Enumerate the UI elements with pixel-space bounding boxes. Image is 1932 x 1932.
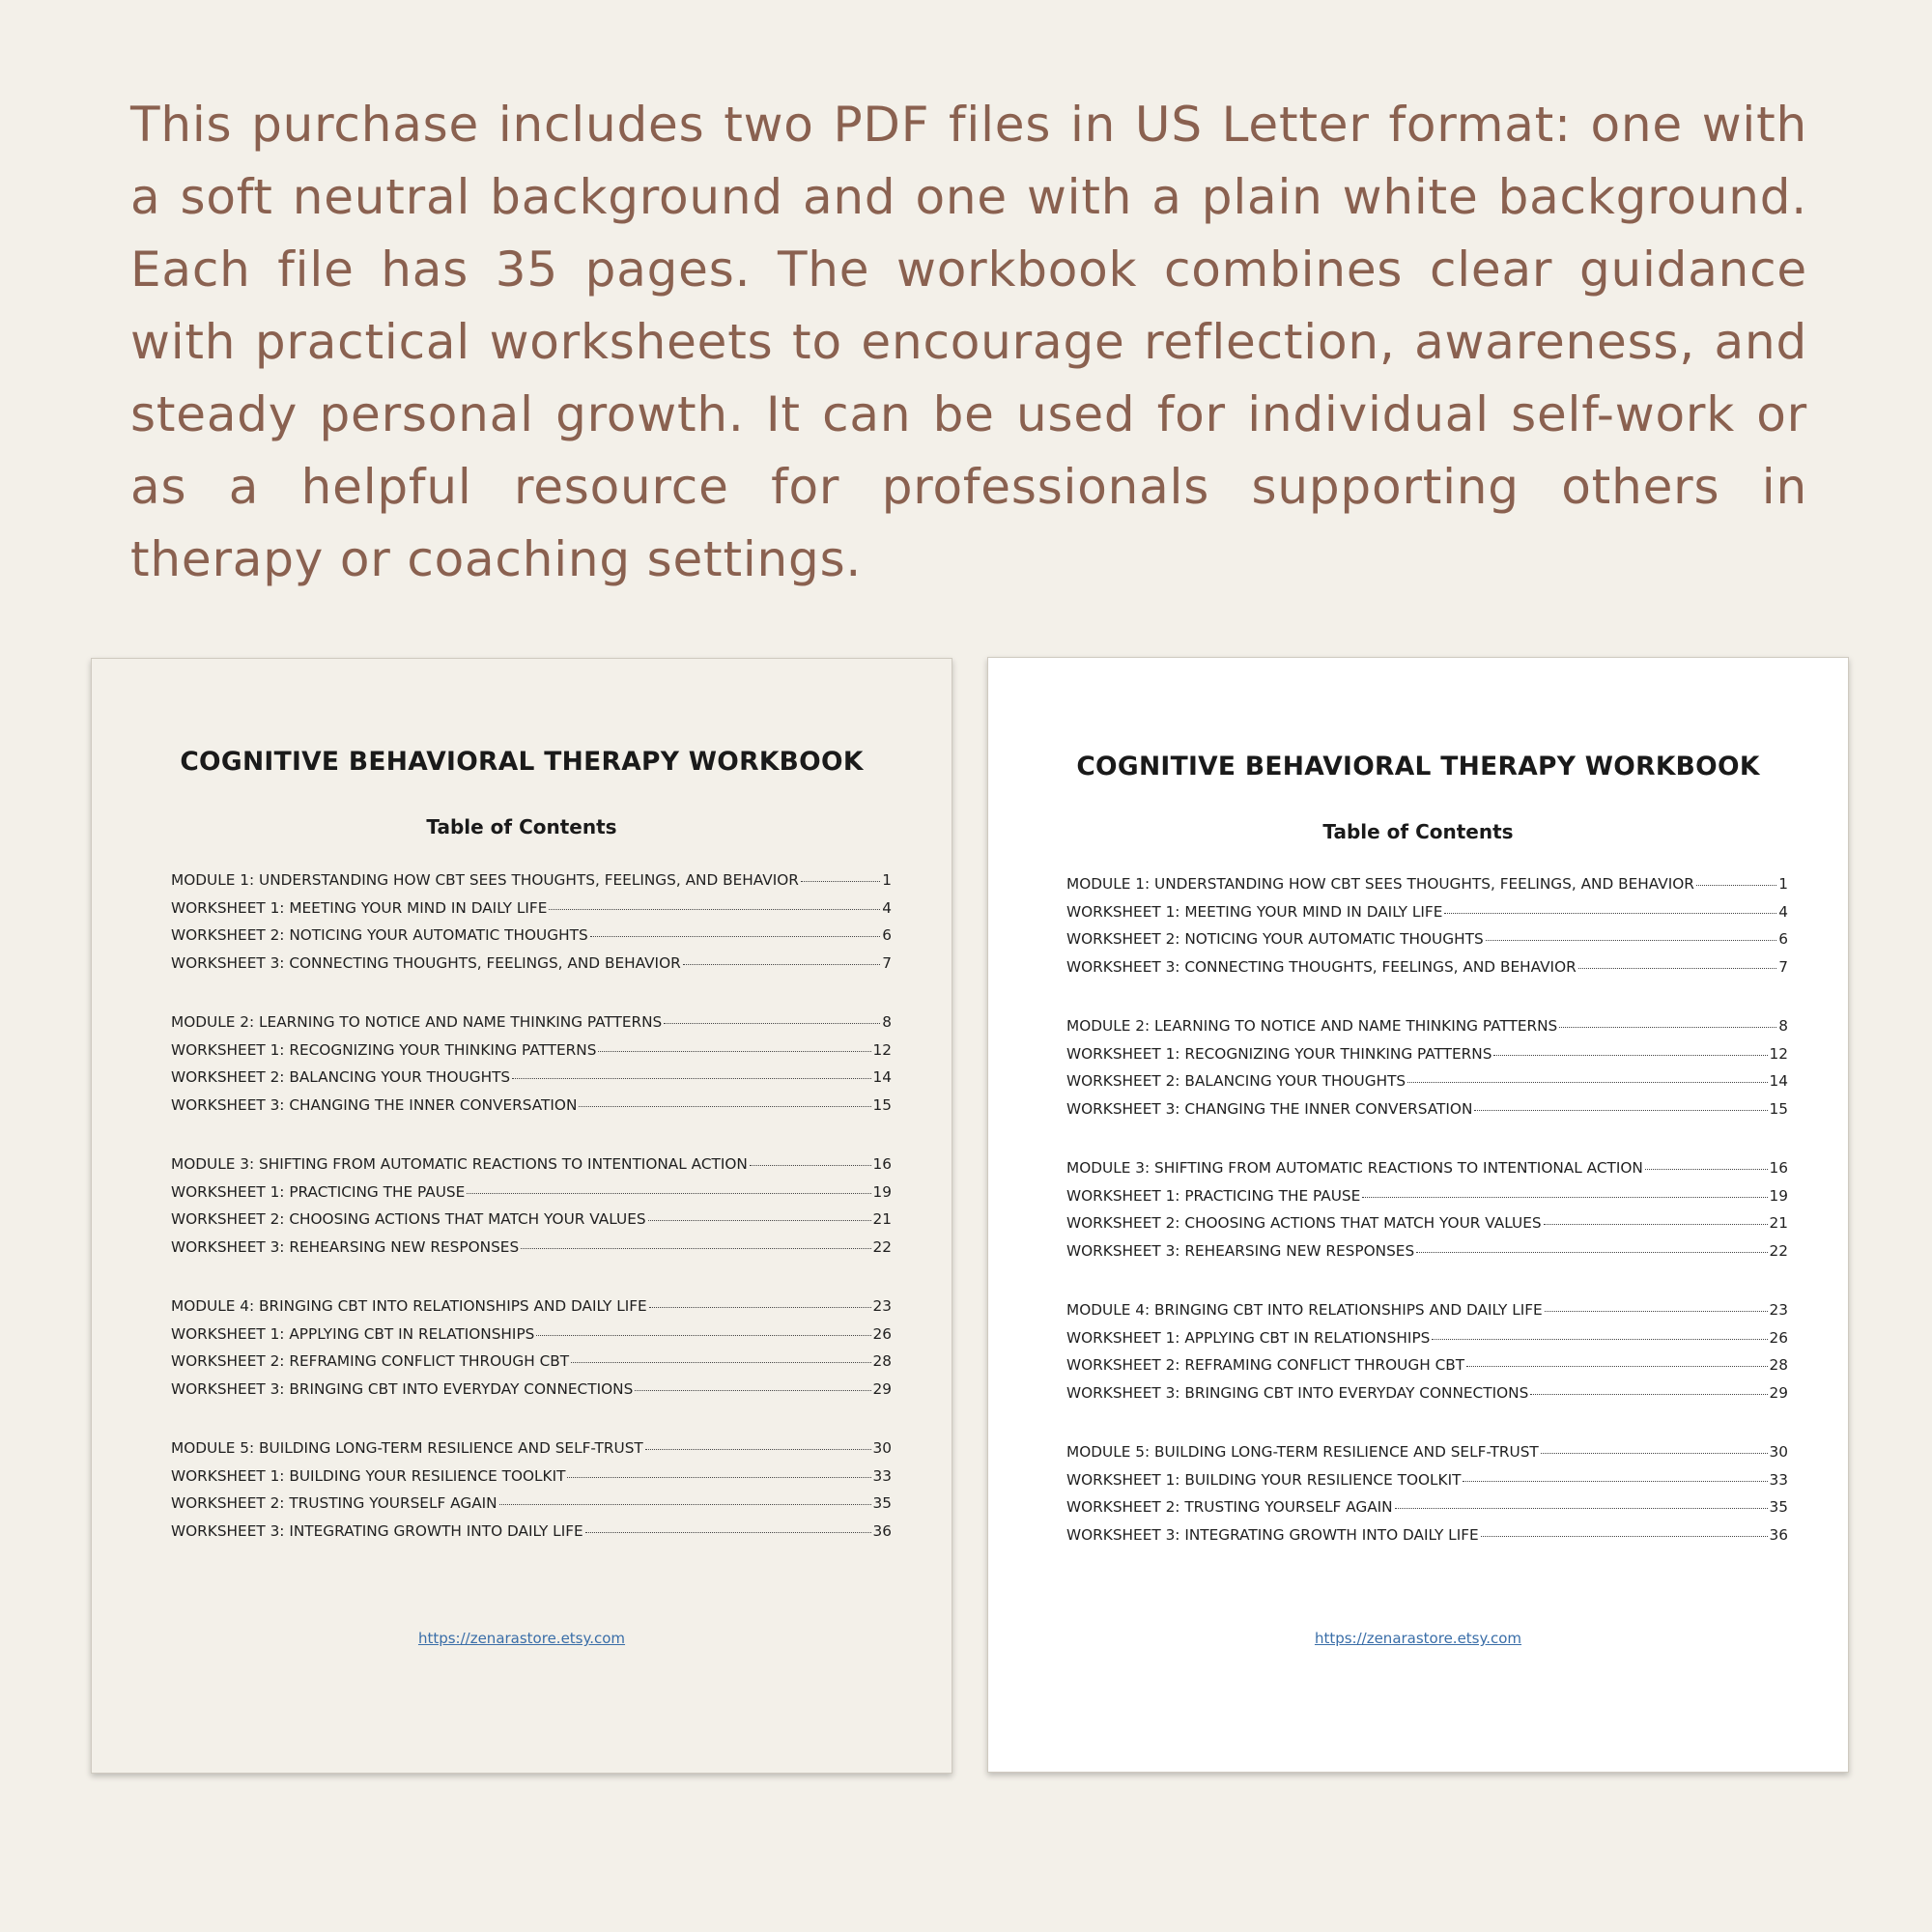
toc-entry-label: WORKSHEET 3: REHEARSING NEW RESPONSES [171, 1237, 520, 1256]
toc-module-group [171, 1013, 892, 1123]
toc-entry [1066, 1498, 1788, 1526]
toc-entry-page-number: 26 [1769, 1328, 1788, 1347]
toc-entry-page-number: 35 [1769, 1498, 1788, 1516]
toc-entry [1066, 1214, 1788, 1242]
toc-entry-page-number: 30 [872, 1439, 892, 1457]
toc-entry [171, 1096, 892, 1124]
toc-entry [1066, 1471, 1788, 1499]
toc-entry-label: WORKSHEET 2: REFRAMING CONFLICT THROUGH CBT [171, 1352, 570, 1370]
dot-leader [1541, 1453, 1768, 1454]
dot-leader [590, 936, 881, 937]
toc-entry-page-number: 26 [872, 1324, 892, 1343]
toc-entry [171, 954, 892, 982]
dot-leader [549, 909, 880, 910]
toc-entry-label: MODULE 1: UNDERSTANDING HOW CBT SEES THOUGHTS, FEELINGS, AND BEHAVIOR [1066, 875, 1694, 893]
toc-entry [1066, 930, 1788, 958]
dot-leader [648, 1220, 871, 1221]
toc-entry [1066, 875, 1788, 903]
toc-entry-page-number: 23 [872, 1297, 892, 1315]
toc-entry-page-number: 36 [1769, 1525, 1788, 1544]
table-of-contents [171, 871, 892, 1581]
toc-entry-page-number: 16 [872, 1155, 892, 1173]
toc-entry-page-number: 1 [1778, 875, 1788, 893]
toc-entry [171, 1013, 892, 1041]
dot-leader [467, 1193, 870, 1194]
toc-module-group [171, 1155, 892, 1265]
toc-entry-label: WORKSHEET 1: APPLYING CBT IN RELATIONSHIPS [171, 1324, 535, 1343]
toc-module-group [171, 871, 892, 981]
dot-leader [1645, 1169, 1768, 1170]
store-link[interactable]: https://zenarastore.etsy.com [417, 1630, 626, 1647]
toc-entry [1066, 1100, 1788, 1128]
toc-entry [1066, 1017, 1788, 1045]
toc-entry-page-number: 6 [882, 926, 892, 944]
toc-entry-label: WORKSHEET 3: BRINGING CBT INTO EVERYDAY CONNECTIONS [171, 1379, 634, 1398]
toc-entry [171, 1297, 892, 1325]
toc-entry-page-number: 15 [1769, 1099, 1788, 1118]
toc-entry-label: WORKSHEET 1: MEETING YOUR MIND IN DAILY LIFE [171, 898, 548, 917]
toc-entry-label: MODULE 3: SHIFTING FROM AUTOMATIC REACTIONS TO INTENTIONAL ACTION [1066, 1159, 1643, 1177]
toc-entry-page-number: 21 [1769, 1214, 1788, 1232]
dot-leader [499, 1504, 871, 1505]
toc-entry-page-number: 15 [872, 1095, 892, 1114]
toc-entry [171, 899, 892, 927]
toc-entry-label: MODULE 4: BRINGING CBT INTO RELATIONSHIPS AND DAILY LIFE [171, 1297, 647, 1315]
dot-leader [683, 964, 881, 965]
toc-entry-page-number: 29 [872, 1379, 892, 1398]
workbook-title: COGNITIVE BEHAVIORAL THERAPY WORKBOOK [1076, 752, 1760, 781]
table-of-contents [1066, 875, 1788, 1585]
intro-paragraph: This purchase includes two PDF files in US Letter format: one with a soft neutral background and one with a plain white background. Each file has 35 pages. The workbook combines clear guidance with practical worksheets to encourage reflection, awareness, and steady personal growth. It can be used for individual self-work or as a helpful resource for professionals supporting others in therapy or coaching settings. [130, 97, 1807, 587]
toc-entry-page-number: 6 [1778, 930, 1788, 948]
toc-entry [171, 1155, 892, 1183]
toc-entry [1066, 1242, 1788, 1270]
dot-leader [521, 1248, 870, 1249]
dot-leader [664, 1023, 880, 1024]
toc-entry [171, 1494, 892, 1522]
toc-entry-label: WORKSHEET 1: PRACTICING THE PAUSE [171, 1182, 466, 1201]
toc-entry [171, 1352, 892, 1380]
dot-leader [1559, 1027, 1776, 1028]
toc-entry-label: WORKSHEET 3: CHANGING THE INNER CONVERSATION [171, 1095, 578, 1114]
dot-leader [635, 1390, 870, 1391]
toc-entry-page-number: 4 [882, 898, 892, 917]
toc-entry-label: WORKSHEET 1: BUILDING YOUR RESILIENCE TOOLKIT [171, 1466, 566, 1485]
toc-entry [1066, 958, 1788, 986]
dot-leader [567, 1477, 870, 1478]
workbook-title: COGNITIVE BEHAVIORAL THERAPY WORKBOOK [180, 747, 864, 777]
dot-leader [1407, 1082, 1767, 1083]
toc-entry-label: WORKSHEET 3: REHEARSING NEW RESPONSES [1066, 1241, 1415, 1260]
toc-entry-page-number: 35 [872, 1494, 892, 1512]
toc-entry [171, 1041, 892, 1069]
dot-leader [1362, 1197, 1767, 1198]
toc-module-group [171, 1439, 892, 1549]
toc-heading: Table of Contents [426, 815, 617, 838]
toc-entry [1066, 1187, 1788, 1215]
toc-entry-page-number: 22 [872, 1237, 892, 1256]
toc-entry-page-number: 28 [872, 1352, 892, 1370]
toc-entry-label: WORKSHEET 2: BALANCING YOUR THOUGHTS [171, 1068, 511, 1086]
toc-module-group [1066, 1443, 1788, 1553]
dot-leader [536, 1335, 870, 1336]
dot-leader [571, 1362, 870, 1363]
toc-entry-page-number: 36 [872, 1521, 892, 1540]
white-background-page-preview [987, 657, 1849, 1773]
toc-entry-page-number: 33 [872, 1466, 892, 1485]
toc-entry [1066, 1045, 1788, 1073]
neutral-background-page-preview [91, 658, 952, 1774]
toc-entry [171, 1467, 892, 1495]
dot-leader [1493, 1055, 1767, 1056]
toc-entry-label: WORKSHEET 3: INTEGRATING GROWTH INTO DAILY LIFE [171, 1521, 583, 1540]
dot-leader [1696, 885, 1776, 886]
toc-entry-page-number: 16 [1769, 1159, 1788, 1177]
dot-leader [585, 1532, 871, 1533]
toc-entry-page-number: 33 [1769, 1470, 1788, 1489]
toc-entry-page-number: 7 [1778, 957, 1788, 976]
toc-entry [1066, 1329, 1788, 1357]
toc-entry-label: WORKSHEET 1: APPLYING CBT IN RELATIONSHIPS [1066, 1328, 1431, 1347]
toc-entry [171, 1068, 892, 1096]
toc-entry-label: WORKSHEET 1: BUILDING YOUR RESILIENCE TOOLKIT [1066, 1470, 1462, 1489]
toc-entry-page-number: 1 [882, 871, 892, 889]
toc-entry-page-number: 14 [872, 1068, 892, 1086]
toc-entry-page-number: 12 [872, 1040, 892, 1059]
toc-entry-page-number: 14 [1769, 1072, 1788, 1090]
dot-leader [1463, 1481, 1767, 1482]
toc-entry [171, 1439, 892, 1467]
toc-entry-page-number: 12 [1769, 1044, 1788, 1063]
dot-leader [1545, 1311, 1768, 1312]
toc-entry-label: WORKSHEET 2: BALANCING YOUR THOUGHTS [1066, 1072, 1406, 1090]
toc-entry-label: WORKSHEET 2: TRUSTING YOURSELF AGAIN [1066, 1498, 1393, 1516]
toc-entry-label: WORKSHEET 1: RECOGNIZING YOUR THINKING PATTERNS [1066, 1044, 1492, 1063]
dot-leader [579, 1106, 870, 1107]
toc-entry [1066, 1526, 1788, 1554]
toc-module-group [1066, 1301, 1788, 1411]
toc-entry-label: WORKSHEET 1: MEETING YOUR MIND IN DAILY LIFE [1066, 902, 1443, 921]
toc-entry-label: MODULE 2: LEARNING TO NOTICE AND NAME THINKING PATTERNS [171, 1013, 663, 1031]
toc-entry [171, 926, 892, 954]
toc-module-group [1066, 875, 1788, 985]
toc-entry-label: WORKSHEET 2: REFRAMING CONFLICT THROUGH CBT [1066, 1356, 1465, 1374]
toc-entry-page-number: 29 [1769, 1383, 1788, 1402]
dot-leader [1544, 1224, 1768, 1225]
toc-entry-label: WORKSHEET 3: CHANGING THE INNER CONVERSATION [1066, 1099, 1473, 1118]
dot-leader [1416, 1252, 1767, 1253]
toc-entry-label: WORKSHEET 2: CHOOSING ACTIONS THAT MATCH YOUR VALUES [1066, 1214, 1542, 1232]
toc-entry-page-number: 21 [872, 1210, 892, 1228]
dot-leader [750, 1165, 871, 1166]
toc-entry-page-number: 30 [1769, 1443, 1788, 1461]
dot-leader [1474, 1110, 1767, 1111]
toc-entry [171, 1238, 892, 1266]
toc-entry-page-number: 28 [1769, 1356, 1788, 1374]
toc-entry-label: WORKSHEET 2: NOTICING YOUR AUTOMATIC THOUGHTS [171, 926, 588, 944]
dot-leader [1444, 913, 1776, 914]
toc-entry [1066, 903, 1788, 931]
dot-leader [512, 1078, 870, 1079]
dot-leader [801, 881, 880, 882]
toc-entry [1066, 1159, 1788, 1187]
toc-entry-label: MODULE 5: BUILDING LONG-TERM RESILIENCE AND SELF-TRUST [171, 1439, 643, 1457]
toc-entry-page-number: 19 [872, 1182, 892, 1201]
toc-entry-page-number: 8 [882, 1013, 892, 1031]
toc-entry [1066, 1301, 1788, 1329]
toc-entry-label: WORKSHEET 3: CONNECTING THOUGHTS, FEELINGS, AND BEHAVIOR [171, 953, 681, 972]
toc-entry-label: WORKSHEET 2: NOTICING YOUR AUTOMATIC THOUGHTS [1066, 930, 1484, 948]
toc-entry [1066, 1384, 1788, 1412]
toc-module-group [1066, 1017, 1788, 1127]
toc-entry-page-number: 8 [1778, 1017, 1788, 1035]
dot-leader [645, 1449, 871, 1450]
store-link[interactable]: https://zenarastore.etsy.com [1314, 1630, 1522, 1647]
toc-entry [171, 1522, 892, 1550]
toc-entry-label: WORKSHEET 2: TRUSTING YOURSELF AGAIN [171, 1494, 497, 1512]
toc-entry [1066, 1072, 1788, 1100]
toc-entry [171, 1325, 892, 1353]
toc-entry-label: WORKSHEET 3: INTEGRATING GROWTH INTO DAILY LIFE [1066, 1525, 1479, 1544]
dot-leader [1530, 1394, 1767, 1395]
toc-module-group [171, 1297, 892, 1407]
toc-entry [1066, 1356, 1788, 1384]
dot-leader [1486, 940, 1777, 941]
dot-leader [1466, 1366, 1767, 1367]
toc-entry-page-number: 4 [1778, 902, 1788, 921]
toc-entry [171, 871, 892, 899]
toc-entry [171, 1210, 892, 1238]
toc-entry-label: MODULE 3: SHIFTING FROM AUTOMATIC REACTIONS TO INTENTIONAL ACTION [171, 1155, 748, 1173]
dot-leader [1432, 1339, 1767, 1340]
toc-entry-label: WORKSHEET 1: PRACTICING THE PAUSE [1066, 1186, 1361, 1205]
dot-leader [598, 1051, 870, 1052]
toc-entry-label: WORKSHEET 2: CHOOSING ACTIONS THAT MATCH YOUR VALUES [171, 1210, 646, 1228]
toc-entry-label: WORKSHEET 1: RECOGNIZING YOUR THINKING PATTERNS [171, 1040, 597, 1059]
dot-leader [649, 1307, 871, 1308]
toc-entry [1066, 1443, 1788, 1471]
toc-heading: Table of Contents [1322, 820, 1514, 843]
toc-entry-label: MODULE 5: BUILDING LONG-TERM RESILIENCE AND SELF-TRUST [1066, 1443, 1539, 1461]
toc-module-group [1066, 1159, 1788, 1269]
toc-entry-label: MODULE 4: BRINGING CBT INTO RELATIONSHIPS AND DAILY LIFE [1066, 1301, 1543, 1319]
toc-entry-label: WORKSHEET 3: BRINGING CBT INTO EVERYDAY CONNECTIONS [1066, 1383, 1529, 1402]
toc-entry-label: MODULE 2: LEARNING TO NOTICE AND NAME THINKING PATTERNS [1066, 1017, 1558, 1035]
toc-entry-label: MODULE 1: UNDERSTANDING HOW CBT SEES THOUGHTS, FEELINGS, AND BEHAVIOR [171, 871, 799, 889]
toc-entry-label: WORKSHEET 3: CONNECTING THOUGHTS, FEELINGS, AND BEHAVIOR [1066, 957, 1577, 976]
toc-entry [171, 1380, 892, 1408]
dot-leader [1481, 1536, 1768, 1537]
toc-entry [171, 1183, 892, 1211]
dot-leader [1578, 968, 1777, 969]
toc-entry-page-number: 19 [1769, 1186, 1788, 1205]
dot-leader [1395, 1508, 1768, 1509]
toc-entry-page-number: 7 [882, 953, 892, 972]
toc-entry-page-number: 23 [1769, 1301, 1788, 1319]
toc-entry-page-number: 22 [1769, 1241, 1788, 1260]
